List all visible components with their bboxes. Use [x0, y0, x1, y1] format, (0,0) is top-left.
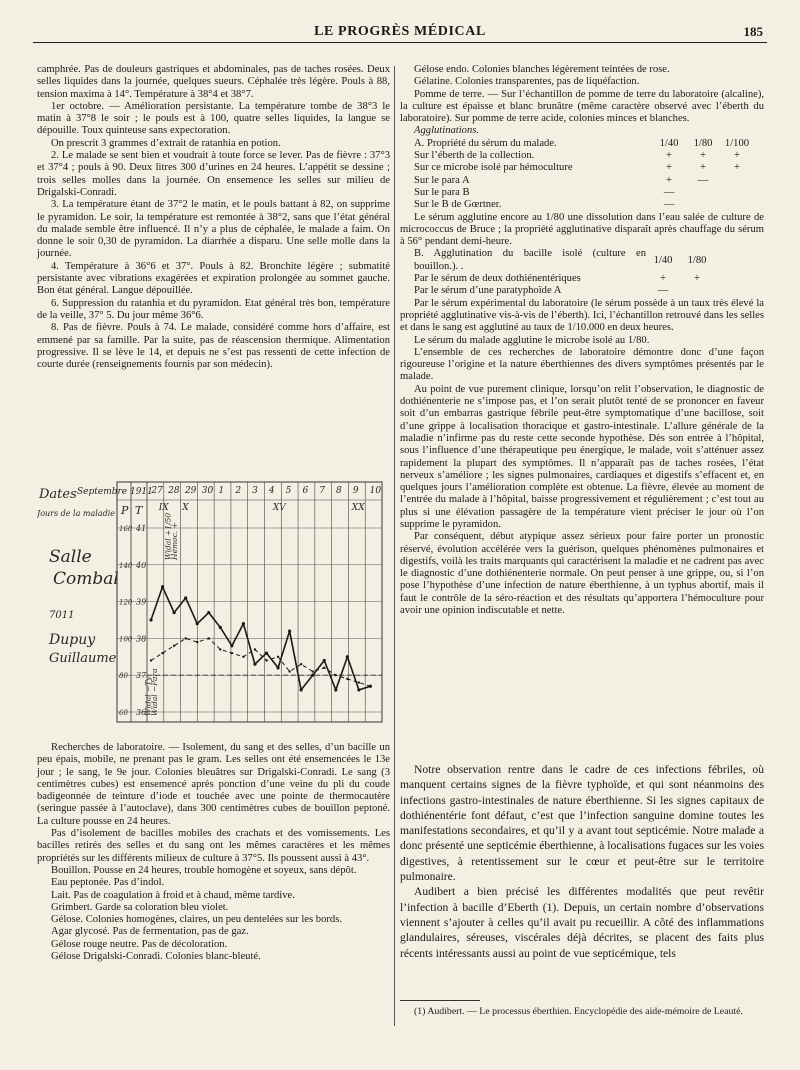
paragraph: Eau peptonée. Pas d’indol.	[51, 877, 165, 889]
pulse-tick: 80	[119, 672, 128, 681]
date-header: 3	[252, 486, 258, 496]
vertical-note: Widal −Para	[150, 668, 160, 716]
paragraph: Par conséquent, début atypique assez sérieux pour faire porter un pronostic réservé, évolution accélérée vers la guérison, quelques phénomènes pulmonaires et digestifs, voilà les traits marquants qui caractérisent la maladie et ne cadrent pas avec le diagnostic d’une dothiénenterie normale. On peut penser à une grippe, ou, si l’on pose l’hypothèse d’une infection de nature éberthienne, à un typhus abortif, mais il faut le contrôle de la séro-réaction et des résultats qu’apportera l’hémoculture pour avoir une opinion indiscutable et nette.	[400, 531, 764, 617]
cell	[720, 175, 754, 187]
patient-label: Dupuy	[49, 632, 96, 648]
cell	[720, 187, 754, 199]
date-label: Dates	[39, 487, 77, 502]
table-row	[414, 285, 754, 297]
temperature-chart	[37, 480, 390, 735]
dilution-header: 1/100	[724, 137, 750, 149]
temperature-chart-svg	[37, 480, 390, 735]
agglutination-table-a	[414, 138, 754, 212]
row-label: Sur l’éberth de la collection.	[414, 150, 535, 162]
left-column	[37, 64, 390, 371]
dilution-header: 1/80	[693, 137, 713, 149]
paragraph: Pomme de terre. — Sur l’échantillon de pomme de terre du laboratoire (alcaline), la culture est épaisse et blanc brunâtre (même caractère observé avec l’éberth du laboratoire). Sur pomme de terre acide, colonies minces et blanches.	[400, 88, 764, 125]
footnote-text: (1) Audibert. — Le processus éberthien. Encyclopédie des aide-mémoire de Leauté.	[414, 1006, 743, 1017]
paragraph: Gélose rouge neutre. Pas de décoloration.	[51, 938, 228, 950]
cell	[720, 199, 754, 211]
row-label: Sur le para B	[414, 186, 470, 198]
cell: —	[663, 199, 675, 211]
paragraph: Notre observation rentre dans le cadre de ces infections fébriles, où manquent certains signes de la fièvre typhoïde, et qui sont néanmoins des infections gastro-intestinales de nature éberthienne. Si les signes capitaux de dothiénentérie font défaut, c’est que l’infection sanguine domine toutes les manifestations secondaires, et qu’il y a avant tout septicémie. Notre malade a donc présenté une septicémie éberthienne, à localisations fugaces sur les voies digestives, à retentissement sur le cœur et peut-être sur le territoire pulmonaire.	[400, 763, 764, 884]
agglutination-table-b	[414, 248, 754, 297]
date-header: 2	[235, 486, 242, 496]
pulse-tick: 100	[119, 635, 133, 644]
cell: —	[657, 285, 669, 297]
cell	[680, 285, 714, 297]
paragraph: Pas d’isolement de bacilles mobiles des crachats et des vomissements. Les bacilles retirés des selles et du sang ont les mêmes caractères et les mêmes propriétés sur les différents milieux de culture à 37°5. Ils poussent aussi à 43°.	[37, 828, 390, 864]
cell: +	[700, 162, 706, 174]
paragraph: Recherches de laboratoire. — Isolement, du sang et des selles, d’un bacille un peu épais, mobile, ne prenant pas le gram. Les selles ont été ensemencées le 13e jour ; le sang, le 9e jour. Colonies bleuâtres sur Drigalski-Conradi. Le sang (3 centimètres cubes) est ensemencé après ponction d’une veine du pli du coude badigeonnée de teinture d’iode et touchée avec une pointe de thermocautère (seringue passée à l’autoclave), dans 300 centimètres cubes de bouillon peptoné. La culture pousse en 24 heures.	[37, 742, 390, 827]
pulse-tick: 160	[119, 525, 133, 533]
date-header: 5	[285, 486, 292, 496]
patient-label: Guillaume	[49, 651, 117, 666]
paragraph: 3. La température étant de 37°2 le matin, et le pouls battant à 82, on supprime le pyramidon. Le soir, la température est remontée à 38°2, sans que l’état général du malade semble être influencé. Il n’y a plus de céphalée, le malade a faim. On donne le soir 0,30 de pyramidon. La diarrhée a disparu. Une selle molle dans la journée.	[37, 199, 390, 260]
paragraph: Bouillon. Pousse en 24 heures, trouble homogène et soyeux, sans dépôt.	[51, 864, 357, 876]
date-header: 9	[352, 486, 359, 496]
paragraph: Par le sérum expérimental du laboratoire (le sérum possède à un taux très élevé la propriété agglutinative vis-à-vis de l’éberth). Ici, l’échantillon retrouvé dans les selles et dans le sang est agglutiné au taux de 1/10.000 en deux heures.	[400, 297, 764, 334]
paragraph: L’ensemble de ces recherches de laboratoire démontre donc d’une façon rigoureuse l’origine et la nature éberthiennes des divers symptômes présentés par le malade.	[400, 346, 764, 383]
illness-day-mark: XV	[272, 503, 286, 513]
dilution-header: 1/40	[659, 137, 679, 149]
temp-tick: 40	[136, 560, 147, 570]
paragraph: On prescrit 3 grammes d’extrait de ratanhia en potion.	[51, 137, 281, 149]
cell: +	[734, 150, 740, 162]
date-header: 8	[336, 486, 342, 496]
paragraph: camphrée. Pas de douleurs gastriques et abdominales, pas de taches rosées. Deux selles liquides dans la journée, quelques sueurs. Céphalée très légère. Pouls à 88, tension maxima à 14°. Température à 38°4 et 38°7.	[37, 64, 390, 100]
paragraph: Gélose endo. Colonies blanches légèrement teintées de rose.	[414, 64, 670, 75]
illness-day-mark: IX	[158, 503, 169, 513]
paragraph: 4. Température à 36°6 et 37°. Pouls à 82. Bronchite légère ; submatité persistante avec vibrations exagérées et expiration prolongée au sommet gauche. Bon état général. Langue dépouillée.	[37, 260, 390, 297]
journal-title: LE PROGRÈS MÉDICAL	[314, 24, 486, 39]
row-label: Par le sérum d’une paratyphoïde A	[414, 285, 562, 297]
paragraph: Au point de vue purement clinique, lorsqu’on relit l’observation, le diagnostic de dothiénenterie ne s’impose pas, et l’on serait plutôt tenté de se prononcer en faveur soit d’un embarras gastrique fébrile peut-être symptomatique d’une bacillose, soit d’une grippe à localisation thoracique et gastro-intestinale. L’allure générale de la maladie n’infirme pas du reste cette seconde hypothèse. Dès son entrée à l’hôpital, sous l’influence d’une thérapeutique peu énergique, le malade, voit s’atténuer assez rapidement la plupart des symptômes. Il n’apparaît pas de taches rosées, l’état nerveux s’améliore ; les signes pulmonaires, cardiaques et digestifs s’effacent et, en quelques jours l’amélioration complète est obtenue. La fièvre, élevée au moment de l’entrée du malade à l’hôpital, baisse progressivement et régulièrement ; c’est tout au plus si une élévation passagère de la température vient préciser le jour où l’on supprime le pyramidon.	[400, 383, 764, 530]
pulse-tick: 140	[119, 561, 133, 570]
date-header: 10	[369, 486, 382, 496]
cell: +	[660, 273, 666, 285]
row-label: Sur le para A	[414, 174, 470, 186]
cell: +	[700, 150, 706, 162]
page-number: 185	[743, 24, 763, 39]
table-row	[414, 150, 754, 162]
footnote-rule	[400, 1000, 480, 1001]
vertical-note: Hémoc. +	[170, 522, 180, 560]
right-column	[400, 64, 764, 617]
row-label: Sur le B de Gœrtner.	[414, 199, 502, 211]
patient-label: Salle	[49, 547, 92, 567]
table-row	[414, 187, 754, 199]
cell: +	[666, 162, 672, 174]
temp-tick: 36	[136, 708, 147, 717]
date-header: 29	[184, 486, 197, 496]
paragraph: Gélose Drigalski-Conradi. Colonies blanc-bleuté.	[51, 951, 261, 963]
date-header: 6	[302, 486, 309, 496]
paragraph: 6. Suppression du ratanhia et du pyramidon. Etat général très bon, température de la veille, 37° 5. Du jour même 36°6.	[37, 297, 390, 321]
cell	[686, 199, 720, 211]
footnote	[400, 1006, 764, 1018]
paragraph: Le sérum agglutine encore au 1/80 une dissolution dans l’eau salée de culture de micrococcus de Bruce ; la propriété agglutinative disparaît après chauffage du sérum à 56° pendant demi-heure.	[400, 211, 764, 248]
cell: +	[694, 273, 700, 285]
date-header: 30	[201, 486, 214, 496]
patient-label: 7011	[49, 610, 75, 621]
row-label: Par le sérum de deux dothiénentériques	[414, 273, 581, 285]
temp-tick: 38	[136, 634, 147, 644]
table-row	[414, 199, 754, 211]
date-header: 1	[218, 486, 225, 496]
row-label: Sur ce microbe isolé par hémoculture	[414, 162, 573, 174]
paragraph: Le sérum du malade agglutine le microbe isolé au 1/80.	[414, 334, 650, 346]
pulse-point	[184, 637, 186, 639]
pulse-tick: 120	[119, 598, 133, 607]
column-divider	[394, 66, 395, 1026]
illness-day-mark: X	[182, 503, 189, 513]
vertical-note: Widal +1/50	[163, 512, 173, 560]
running-header	[33, 22, 767, 43]
temp-tick: 37	[136, 671, 147, 681]
left-column-lab	[37, 742, 390, 963]
cell: +	[734, 162, 740, 174]
date-header: 7	[319, 486, 325, 496]
pulse-point	[358, 681, 360, 683]
pulse-tick: 60	[119, 709, 128, 717]
table-row	[414, 162, 754, 174]
date-header: 28	[168, 486, 180, 496]
right-column-discussion	[400, 762, 764, 961]
table-row	[414, 175, 754, 187]
month-label: Septembre 1911	[77, 487, 153, 497]
dilution-header: 1/40	[653, 254, 673, 266]
paragraph: Agar glycosé. Pas de fermentation, pas de gaz.	[51, 926, 249, 938]
patient-label: Combal	[53, 569, 119, 589]
pulse-column-label: P	[121, 504, 129, 517]
paragraph: Audibert a bien précisé les différentes modalités que peut revêtir l’infection à bacille d’Eberth (1). Depuis, un certain nombre d’observations viennent s’ajouter à celles qu’il avait pu recueillir. A côté des inflammations glandulaires, séreuses, viscérales déjà décrites, se placent des faits plus récents intéressants aussi au point de vue septicémique, tels	[400, 885, 764, 960]
paragraph: 8. Pas de fièvre. Pouls à 74. Le malade, considéré comme hors d’affaire, est emmené par sa famille. Par la suite, pas de réascension thermique. Alimentation progressive. Il se lève le 14, et depuis ne s’est pas ressenti de cette infection de courte durée (renseignements fournis par son médecin).	[37, 322, 390, 371]
cell: +	[666, 150, 672, 162]
paragraph: Gélose. Colonies homogènes, claires, un peu dentelées sur les bords.	[51, 914, 342, 926]
dilution-header: 1/80	[687, 254, 707, 266]
temp-tick: 41	[136, 524, 147, 533]
table-header: A. Propriété du sérum du malade.	[414, 137, 557, 149]
pulse-line	[151, 638, 371, 686]
date-header: 27	[151, 486, 163, 496]
paragraph: 2. Le malade se sent bien et voudrait à toute force se lever. Pas de fièvre : 37°3 et 37°4 ; pouls à 90. Deux litres 300 d’urines en 24 heures. L’appétit se dessine ; trois selles molles dans la journée. On ensemence les selles sur milieu de Drigalski-Conradi.	[37, 150, 390, 198]
vertical-note: Widal −Ty	[143, 676, 153, 716]
table-header: B. Agglutination du bacille isolé (culture en bouillon.). .	[414, 248, 646, 272]
illness-day-mark: XX	[351, 503, 365, 513]
temp-column-label: T	[135, 504, 143, 517]
cell: —	[697, 174, 709, 186]
days-label: Jours de la maladie	[37, 509, 116, 518]
cell: +	[666, 174, 672, 186]
paragraph: Lait. Pas de coagulation à froid et à chaud, même tardive.	[51, 889, 295, 901]
date-header: 4	[268, 486, 275, 496]
paragraph: Gélatine. Colonies transparentes, pas de liquéfaction.	[414, 76, 640, 88]
paragraph: 1er octobre. — Amélioration persistante. La température tombe de 38°3 le matin à 37°8 le soir ; le pouls est à 100, quatre selles liquides, la langue se dépouille. Toux quinteuse sans expectoration.	[37, 100, 390, 137]
temp-tick: 39	[136, 597, 147, 607]
cell: —	[663, 186, 675, 198]
table-row	[414, 273, 754, 285]
agglutinations-heading: Agglutinations.	[414, 125, 480, 137]
paragraph: Grimbert. Garde sa coloration bleu violet.	[51, 901, 229, 913]
cell	[686, 187, 720, 199]
